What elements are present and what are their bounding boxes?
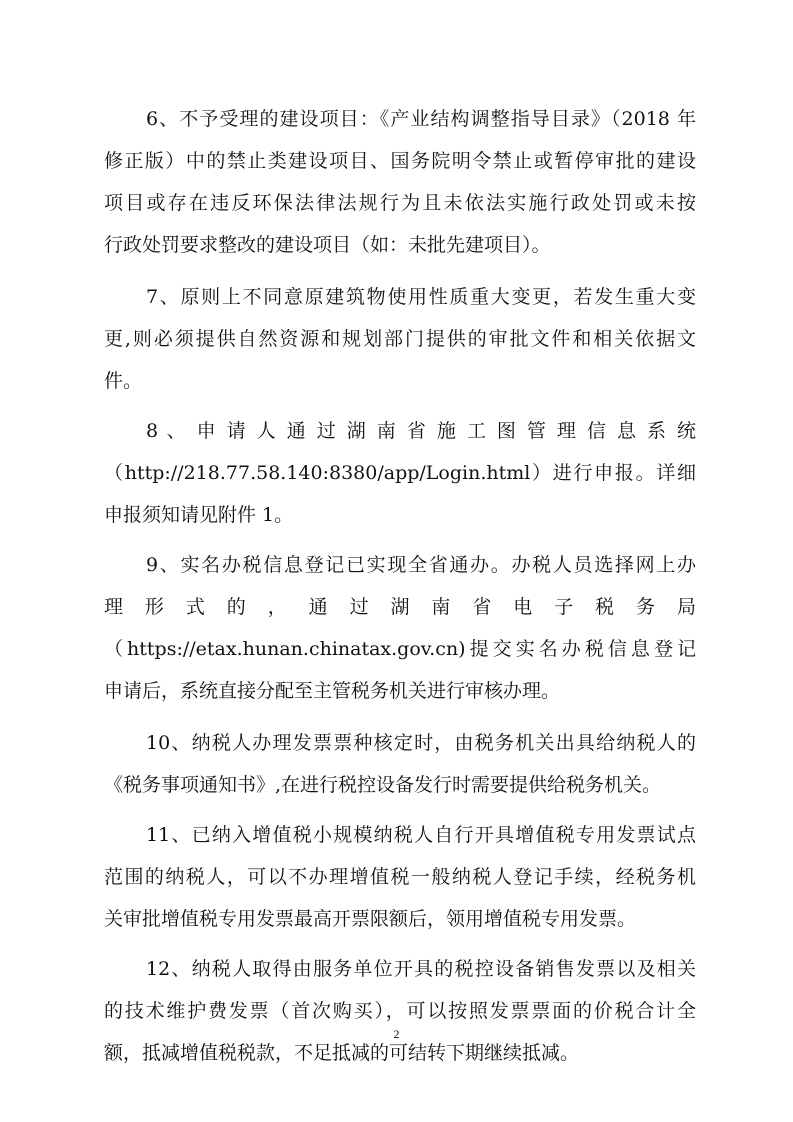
paragraph-10-line-2: 《税务事项通知书》,在进行税控设备发行时需要提供给税务机关。 <box>104 774 662 796</box>
paragraph-6-line-2: 修正版）中的禁止类建设项目、国务院明令禁止或暂停审批的建设 <box>104 150 696 172</box>
paragraph-12-line-1: 12、纳税人取得由服务单位开具的税控设备销售发票以及相关 <box>146 958 696 980</box>
paragraph-6-line-1: 6、不予受理的建设项目：《产业结构调整指导目录》（2018 年 <box>146 108 696 130</box>
paragraph-7-line-3: 件。 <box>104 370 143 392</box>
paragraph-11-line-1: 11、已纳入增值税小规模纳税人自行开具增值税专用发票试点 <box>146 824 696 846</box>
paragraph-12-line-3: 额，抵减增值税税款，不足抵减的可结转下期继续抵减。 <box>104 1042 580 1064</box>
paragraph-9-line-1: 9、实名办税信息登记已实现全省通办。办税人员选择网上办 <box>146 554 696 576</box>
paragraph-11-line-3: 关审批增值税专用发票最高开票限额后，领用增值税专用发票。 <box>104 908 637 930</box>
paragraph-12-line-2: 的技术维护费发票（首次购买），可以按照发票票面的价税合计全 <box>104 1000 696 1022</box>
paragraph-6-line-4: 行政处罚要求整改的建设项目（如：未批先建项目）。 <box>104 234 551 256</box>
paragraph-8-line-3: 申报须知请见附件 1。 <box>104 504 294 526</box>
paragraph-9-line-3: （https://etax.hunan.chinatax.gov.cn)提交实名办税信息登记 <box>104 638 696 660</box>
paragraph-10-line-1: 10、纳税人办理发票票种核定时，由税务机关出具给纳税人的 <box>146 732 696 754</box>
paragraph-11-line-2: 范围的纳税人，可以不办理增值税一般纳税人登记手续，经税务机 <box>104 866 696 888</box>
paragraph-9-line-4: 申请后，系统直接分配至主管税务机关进行审核办理。 <box>104 680 561 702</box>
paragraph-7-line-2: 更,则必须提供自然资源和规划部门提供的审批文件和相关依据文 <box>104 328 696 350</box>
paragraph-8-line-2: （http://218.77.58.140:8380/app/Login.html）进行申报。详细 <box>104 462 696 484</box>
paragraph-8-line-1: 8 、 申 请 人 通 过 湖 南 省 施 工 图 管 理 信 息 系 统 <box>146 420 696 442</box>
paragraph-6-line-3: 项目或存在违反环保法律法规行为且未依法实施行政处罚或未按 <box>104 192 696 214</box>
page-number: 2 <box>393 1027 400 1041</box>
paragraph-7-line-1: 7、原则上不同意原建筑物使用性质重大变更，若发生重大变 <box>146 286 696 308</box>
paragraph-9-line-2: 理 形 式 的 ， 通 过 湖 南 省 电 子 税 务 局 <box>104 596 696 618</box>
